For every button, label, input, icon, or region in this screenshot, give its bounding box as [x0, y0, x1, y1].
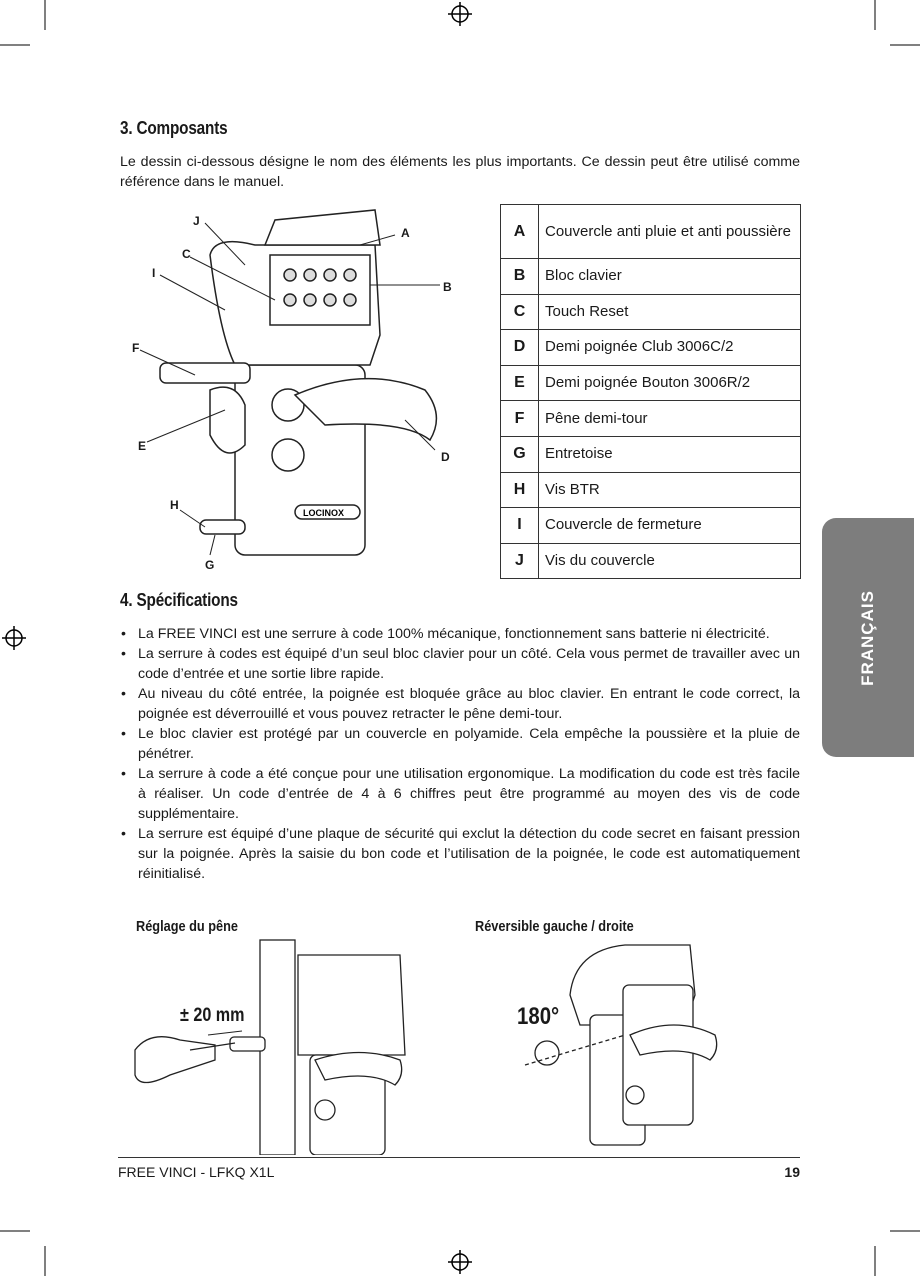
- adjustment-range: ± 20 mm: [180, 1005, 245, 1026]
- component-row: [501, 543, 801, 579]
- language-tab: FRANÇAIS: [822, 518, 914, 757]
- component-row: [501, 436, 801, 472]
- svg-text:E: E: [138, 439, 147, 453]
- components-table: [500, 204, 801, 579]
- component-row: [501, 259, 801, 295]
- component-name: Bloc clavier: [539, 259, 801, 295]
- component-key: A: [501, 205, 539, 259]
- component-key: B: [501, 259, 539, 295]
- component-name: Demi poignée Bouton 3006R/2: [539, 365, 801, 401]
- figure-right-title: Réversible gauche / droite: [475, 918, 634, 935]
- component-key: G: [501, 436, 539, 472]
- component-name: Couvercle de fermeture: [539, 508, 801, 544]
- component-name: Vis du couvercle: [539, 543, 801, 579]
- component-key: F: [501, 401, 539, 437]
- svg-text:B: B: [443, 280, 452, 294]
- component-key: I: [501, 508, 539, 544]
- specifications-list: [118, 624, 800, 884]
- reversible-drawing: [515, 935, 735, 1155]
- component-row: [501, 472, 801, 508]
- page-number: 19: [784, 1164, 800, 1180]
- section-4-title: 4. Spécifications: [120, 590, 238, 610]
- spec-item: • La serrure est équipé d’une plaque de sécurité qui exclut la détection du code secret en faisant pression sur la poignée. Après la saisie du bon code et l’utilisation de la poignée, le code est automatiquement réinitialisé.: [118, 824, 800, 884]
- component-row: [501, 205, 801, 259]
- lock-components-drawing: [125, 205, 465, 575]
- svg-text:J: J: [193, 214, 200, 228]
- svg-text:F: F: [132, 341, 140, 355]
- spec-item: • La serrure à code a été conçue pour une utilisation ergonomique. La modification du code est très facile à réaliser. Un code d’entrée de 4 à 6 chiffres peut être programmé au moyen des vis de code supplémentaire.: [118, 764, 800, 824]
- component-key: E: [501, 365, 539, 401]
- component-name: Couvercle anti pluie et anti poussière: [539, 205, 801, 259]
- component-name: Entretoise: [539, 436, 801, 472]
- component-row: [501, 294, 801, 330]
- component-row: [501, 401, 801, 437]
- component-row: [501, 330, 801, 366]
- component-key: D: [501, 330, 539, 366]
- spec-item: • La serrure à codes est équipé d’un seul bloc clavier pour un côté. Cela vous permet de travailler avec un code d’entrée et une sortie libre rapide.: [118, 644, 800, 684]
- footer-product: FREE VINCI - LFKQ X1L: [118, 1164, 275, 1180]
- svg-text:G: G: [205, 558, 215, 572]
- component-name: Demi poignée Club 3006C/2: [539, 330, 801, 366]
- svg-text:A: A: [401, 226, 410, 240]
- latch-adjustment-drawing: [130, 935, 420, 1155]
- spec-item: • Le bloc clavier est protégé par un couvercle en polyamide. Cela empêche la poussière et la pluie de pénétrer.: [118, 724, 800, 764]
- component-name: Pêne demi-tour: [539, 401, 801, 437]
- spec-item: • Au niveau du côté entrée, la poignée est bloquée grâce au bloc clavier. En entrant le code correct, la poignée est déverrouillé et vous pouvez retracter le pêne demi-tour.: [118, 684, 800, 724]
- component-name: Touch Reset: [539, 294, 801, 330]
- component-key: H: [501, 472, 539, 508]
- svg-text:C: C: [182, 247, 191, 261]
- rotation-angle: 180°: [517, 1003, 560, 1030]
- svg-text:D: D: [441, 450, 450, 464]
- footer-divider: [118, 1157, 800, 1158]
- component-row: [501, 508, 801, 544]
- component-row: [501, 365, 801, 401]
- component-name: Vis BTR: [539, 472, 801, 508]
- figure-left-title: Réglage du pêne: [136, 918, 239, 935]
- section-3-intro: Le dessin ci-dessous désigne le nom des éléments les plus importants. Ce dessin peut être utilisé comme référence dans le manuel.: [120, 154, 800, 190]
- svg-text:H: H: [170, 498, 179, 512]
- section-3-title: 3. Composants: [120, 118, 228, 138]
- spec-item: • La FREE VINCI est une serrure à code 100% mécanique, fonctionnement sans batterie ni électricité.: [118, 624, 800, 644]
- component-key: J: [501, 543, 539, 579]
- locinox-logo: LOCINOX: [303, 508, 345, 518]
- component-key: C: [501, 294, 539, 330]
- svg-text:I: I: [152, 266, 156, 280]
